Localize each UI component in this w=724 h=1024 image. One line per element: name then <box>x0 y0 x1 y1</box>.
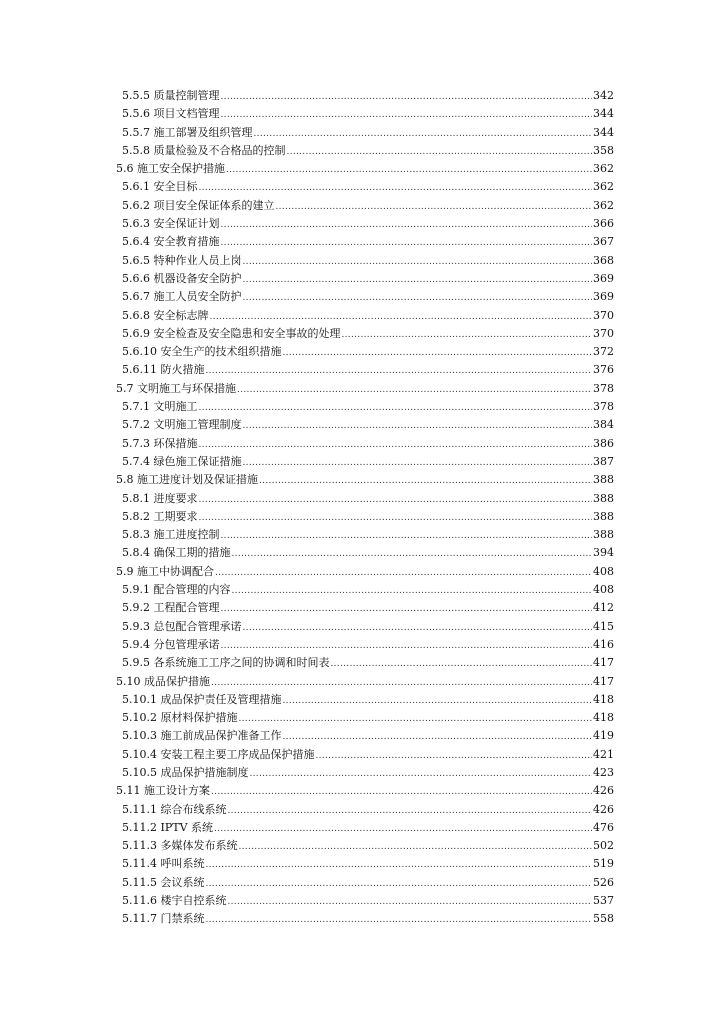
toc-entry-page-number: 417 <box>593 674 614 688</box>
dot-leader <box>282 728 592 746</box>
toc-entry-page-number: 384 <box>593 418 614 432</box>
dot-leader <box>221 106 593 124</box>
dot-leader <box>221 527 593 545</box>
toc-entry[interactable] <box>122 819 614 837</box>
dot-leader <box>205 875 592 893</box>
toc-entry-page-number: 370 <box>593 326 614 340</box>
dot-leader <box>215 564 592 582</box>
dot-leader <box>259 472 592 490</box>
toc-entry-title: 5.8.2 工期要求 <box>122 509 198 523</box>
toc-entry-page-number: 394 <box>593 546 614 560</box>
toc-entry-page-number: 426 <box>593 802 614 816</box>
toc-entry-page-number: 342 <box>593 89 614 102</box>
toc-entry[interactable] <box>122 618 614 636</box>
toc-entry-title: 5.6.2 项目安全保证体系的建立 <box>122 198 275 212</box>
toc-entry-title: 5.11.5 会议系统 <box>122 875 205 889</box>
toc-entry[interactable] <box>122 197 614 215</box>
toc-entry-title: 5.6.8 安全标志牌 <box>122 308 209 322</box>
toc-entry[interactable] <box>122 892 614 910</box>
toc-entry-page-number: 423 <box>593 765 614 779</box>
toc-entry-title: 5.11.4 呼叫系统 <box>122 857 205 871</box>
toc-entry-title: 5.5.5 质量控制管理 <box>122 89 220 102</box>
toc-entry[interactable] <box>122 727 614 745</box>
toc-entry-page-number: 388 <box>593 509 614 523</box>
toc-entry-title: 5.6.7 施工人员安全防护 <box>122 290 242 304</box>
dot-leader <box>199 399 593 417</box>
toc-entry[interactable] <box>122 855 614 873</box>
toc-entry-title: 5.5.7 施工部署及组织管理 <box>122 125 253 139</box>
toc-entry[interactable] <box>116 471 614 489</box>
toc-entry-page-number: 418 <box>593 711 614 725</box>
dot-leader <box>205 911 592 929</box>
toc-entry-title: 5.7.1 文明施工 <box>122 400 198 414</box>
toc-entry[interactable] <box>122 215 614 233</box>
toc-entry-page-number: 344 <box>593 125 614 139</box>
dot-leader <box>199 509 593 527</box>
toc-entry-title: 5.10.4 安装工程主要工序成品保护措施 <box>122 747 315 761</box>
toc-entry-page-number: 376 <box>593 363 614 377</box>
dot-leader <box>341 326 592 344</box>
dot-leader <box>238 838 592 856</box>
toc-entry[interactable] <box>122 654 614 672</box>
toc-entry-title: 5.10.2 原材料保护措施 <box>122 711 238 725</box>
toc-entry-page-number: 362 <box>593 198 614 212</box>
toc-entry-title: 5.11 施工设计方案 <box>116 784 210 798</box>
toc-entry-title: 5.6.3 安全保证计划 <box>122 217 220 231</box>
toc-entry[interactable] <box>122 252 614 270</box>
dot-leader <box>243 253 593 271</box>
dot-leader <box>237 381 592 399</box>
toc-entry[interactable] <box>122 490 614 508</box>
table-of-contents <box>0 87 724 929</box>
toc-entry[interactable] <box>122 416 614 434</box>
toc-entry[interactable] <box>122 398 614 416</box>
toc-entry-page-number: 344 <box>593 107 614 121</box>
toc-entry-title: 5.5.8 质量检验及不合格品的控制 <box>122 143 286 157</box>
toc-entry-title: 5.9 施工中协调配合 <box>116 564 214 578</box>
toc-entry-page-number: 378 <box>593 381 614 395</box>
dot-leader <box>282 692 592 710</box>
toc-entry-page-number: 418 <box>593 692 614 706</box>
toc-entry[interactable] <box>122 544 614 562</box>
toc-entry[interactable] <box>116 160 614 178</box>
toc-entry[interactable] <box>122 270 614 288</box>
dot-leader <box>211 674 592 692</box>
toc-entry-page-number: 558 <box>593 912 614 926</box>
dot-leader <box>232 582 593 600</box>
toc-entry[interactable] <box>122 178 614 196</box>
toc-entry[interactable] <box>116 673 614 691</box>
toc-entry-title: 5.9.4 分包管理承诺 <box>122 637 220 651</box>
dot-leader <box>199 179 593 197</box>
toc-entry-title: 5.6.10 安全生产的技术组织措施 <box>122 345 282 359</box>
toc-entry-page-number: 366 <box>593 217 614 231</box>
toc-entry-title: 5.8.3 施工进度控制 <box>122 528 220 542</box>
toc-entry[interactable] <box>116 563 614 581</box>
dot-leader <box>226 161 592 179</box>
toc-entry[interactable] <box>122 581 614 599</box>
toc-entry-page-number: 421 <box>593 747 614 761</box>
toc-entry-title: 5.6.5 特种作业人员上岗 <box>122 253 242 267</box>
dot-leader <box>330 655 592 673</box>
toc-entry[interactable] <box>122 288 614 306</box>
toc-entry-page-number: 386 <box>593 436 614 450</box>
toc-entry-page-number: 537 <box>593 894 614 908</box>
dot-leader <box>205 362 592 380</box>
dot-leader <box>199 436 593 454</box>
toc-entry-title: 5.7.4 绿色施工保证措施 <box>122 454 242 468</box>
toc-entry[interactable] <box>122 325 614 343</box>
toc-entry-title: 5.8.1 进度要求 <box>122 491 198 505</box>
toc-entry[interactable] <box>122 837 614 855</box>
dot-leader <box>243 417 593 435</box>
toc-entry-title: 5.6.6 机器设备安全防护 <box>122 271 242 285</box>
toc-entry-page-number: 370 <box>593 308 614 322</box>
toc-entry[interactable] <box>122 709 614 727</box>
toc-entry-page-number: 367 <box>593 235 614 249</box>
toc-entry-page-number: 419 <box>593 729 614 743</box>
toc-entry-page-number: 362 <box>593 180 614 194</box>
dot-leader <box>254 125 593 143</box>
toc-entry-page-number: 426 <box>593 784 614 798</box>
toc-entry-title: 5.10 成品保护措施 <box>116 674 210 688</box>
toc-entry-page-number: 519 <box>593 857 614 871</box>
toc-entry-title: 5.8.4 确保工期的措施 <box>122 546 231 560</box>
toc-entry[interactable] <box>122 801 614 819</box>
dot-leader <box>221 234 593 252</box>
dot-leader <box>221 88 593 106</box>
toc-entry-page-number: 362 <box>593 162 614 176</box>
dot-leader <box>238 710 592 728</box>
toc-entry-page-number: 412 <box>593 601 614 615</box>
toc-entry-title: 5.9.1 配合管理的内容 <box>122 583 231 597</box>
dot-leader <box>315 747 592 765</box>
toc-entry[interactable] <box>122 746 614 764</box>
toc-entry-title: 5.10.1 成品保护责任及管理措施 <box>122 692 282 706</box>
toc-entry-title: 5.10.5 成品保护措施制度 <box>122 765 249 779</box>
toc-entry-title: 5.11.1 综合布线系统 <box>122 802 227 816</box>
toc-entry[interactable] <box>116 782 614 800</box>
toc-entry-title: 5.7.2 文明施工管理制度 <box>122 418 242 432</box>
toc-entry-title: 5.9.3 总包配合管理承诺 <box>122 619 242 633</box>
toc-entry-title: 5.6.1 安全目标 <box>122 180 198 194</box>
toc-entry-title: 5.9.2 工程配合管理 <box>122 601 220 615</box>
toc-entry-title: 5.6.4 安全教育措施 <box>122 235 220 249</box>
toc-entry[interactable] <box>122 142 614 160</box>
toc-entry[interactable] <box>122 124 614 142</box>
toc-entry-title: 5.7 文明施工与环保措施 <box>116 381 236 395</box>
toc-entry[interactable] <box>122 508 614 526</box>
toc-entry-title: 5.11.6 楼宇自控系统 <box>122 894 227 908</box>
toc-entry-page-number: 502 <box>593 839 614 853</box>
toc-entry-page-number: 408 <box>593 564 614 578</box>
dot-leader <box>227 802 592 820</box>
toc-entry[interactable] <box>122 526 614 544</box>
dot-leader <box>211 783 592 801</box>
toc-entry[interactable] <box>122 435 614 453</box>
toc-entry-page-number: 387 <box>593 454 614 468</box>
toc-entry[interactable] <box>122 636 614 654</box>
toc-entry[interactable] <box>122 87 614 105</box>
toc-entry[interactable] <box>122 307 614 325</box>
dot-leader <box>221 216 593 234</box>
toc-entry-page-number: 476 <box>593 820 614 834</box>
toc-entry-page-number: 358 <box>593 143 614 157</box>
toc-entry-page-number: 415 <box>593 619 614 633</box>
toc-entry[interactable] <box>122 874 614 892</box>
toc-entry[interactable] <box>122 599 614 617</box>
dot-leader <box>287 143 593 161</box>
toc-entry-page-number: 526 <box>593 875 614 889</box>
toc-entry-page-number: 417 <box>593 656 614 670</box>
dot-leader <box>243 454 593 472</box>
toc-entry-title: 5.11.3 多媒体发布系统 <box>122 839 238 853</box>
dot-leader <box>205 856 592 874</box>
toc-entry-title: 5.7.3 环保措施 <box>122 436 198 450</box>
toc-entry-title: 5.10.3 施工前成品保护准备工作 <box>122 729 282 743</box>
dot-leader <box>221 600 593 618</box>
dot-leader <box>282 344 592 362</box>
toc-entry-title: 5.6.9 安全检查及安全隐患和安全事故的处理 <box>122 326 341 340</box>
toc-entry-page-number: 388 <box>593 528 614 542</box>
toc-entry-title: 5.5.6 项目文档管理 <box>122 107 220 121</box>
toc-entry[interactable] <box>122 233 614 251</box>
dot-leader <box>214 820 592 838</box>
dot-leader <box>227 893 592 911</box>
dot-leader <box>232 545 593 563</box>
dot-leader <box>199 491 593 509</box>
toc-entry-page-number: 408 <box>593 583 614 597</box>
toc-entry-title: 5.11.2 IPTV 系统 <box>122 820 214 834</box>
toc-entry-title: 5.6.11 防火措施 <box>122 363 205 377</box>
dot-leader <box>276 198 593 216</box>
dot-leader <box>249 765 592 783</box>
toc-entry[interactable] <box>122 691 614 709</box>
toc-entry-page-number: 416 <box>593 637 614 651</box>
toc-entry[interactable] <box>122 910 614 928</box>
toc-entry-page-number: 388 <box>593 491 614 505</box>
toc-entry[interactable] <box>122 764 614 782</box>
toc-entry[interactable] <box>122 343 614 361</box>
toc-entry-page-number: 388 <box>593 473 614 487</box>
toc-entry-title: 5.6 施工安全保护措施 <box>116 162 225 176</box>
dot-leader <box>210 308 593 326</box>
toc-entry[interactable] <box>122 453 614 471</box>
toc-entry[interactable] <box>116 380 614 398</box>
toc-entry[interactable] <box>122 361 614 379</box>
dot-leader <box>243 289 593 307</box>
dot-leader <box>243 619 593 637</box>
toc-entry-page-number: 369 <box>593 290 614 304</box>
toc-entry-title: 5.9.5 各系统施工工序之间的协调和时间表 <box>122 656 330 670</box>
dot-leader <box>221 637 593 655</box>
toc-entry[interactable] <box>122 105 614 123</box>
toc-entry-page-number: 369 <box>593 271 614 285</box>
dot-leader <box>243 271 593 289</box>
toc-entry-page-number: 368 <box>593 253 614 267</box>
toc-entry-page-number: 372 <box>593 345 614 359</box>
toc-entry-page-number: 378 <box>593 400 614 414</box>
toc-entry-title: 5.8 施工进度计划及保证措施 <box>116 473 258 487</box>
toc-entry-title: 5.11.7 门禁系统 <box>122 912 205 926</box>
